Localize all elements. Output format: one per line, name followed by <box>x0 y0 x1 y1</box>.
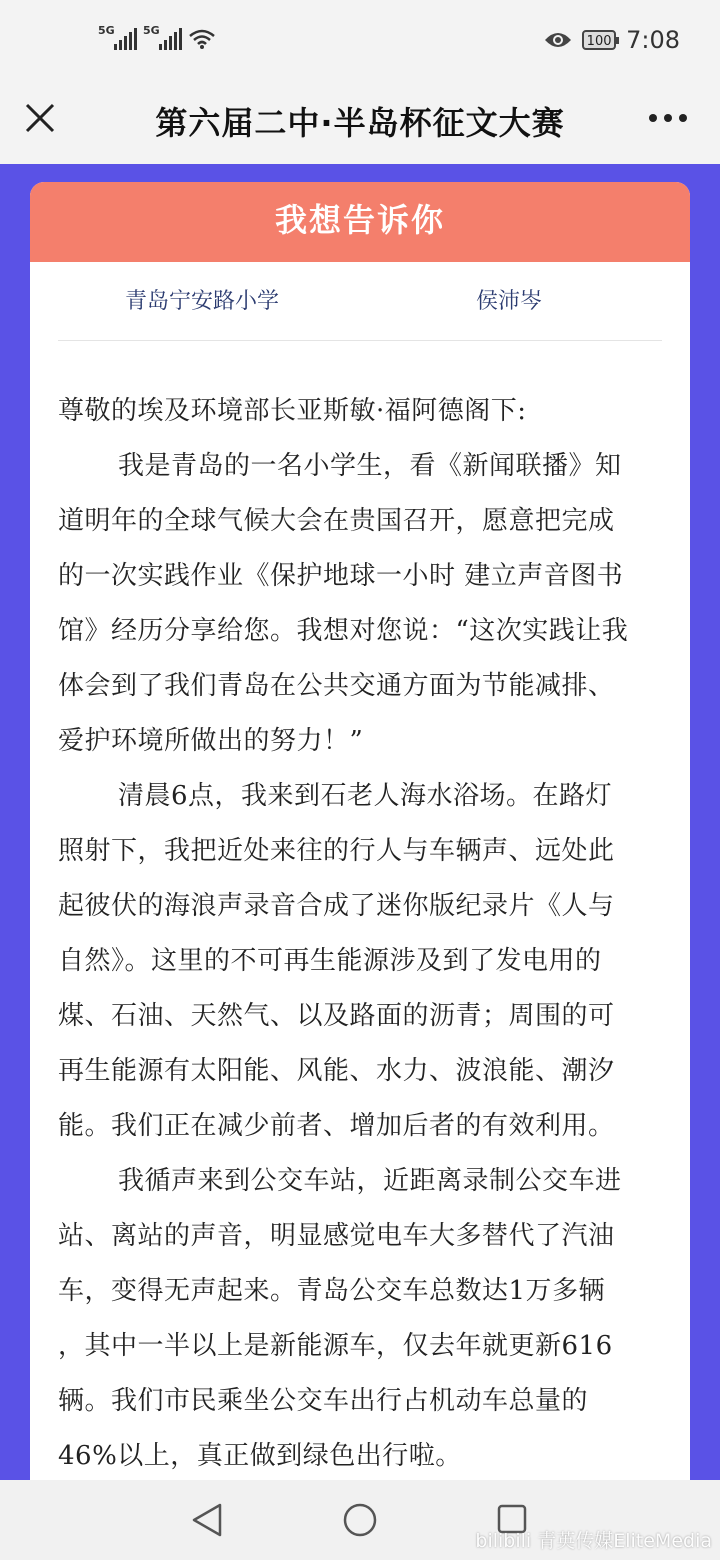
battery-indicator: 100 <box>582 30 616 50</box>
article-line: 我是青岛的一名小学生，看《新闻联播》知 <box>118 451 622 481</box>
article-line: 我循声来到公交车站，近距离录制公交车进 <box>118 1166 622 1196</box>
signal-1 <box>98 24 137 50</box>
article-line: 能。我们正在减少前者、增加后者的有效利用。 <box>58 1111 615 1141</box>
status-bar <box>0 0 720 82</box>
article-line: 道明年的全球气候大会在贵国召开，愿意把完成 <box>58 506 615 536</box>
article-line: 体会到了我们青岛在公共交通方面为节能减排、 <box>58 671 615 701</box>
article-body <box>58 384 662 1484</box>
article-line: 起彼伏的海浪声录音合成了迷你版纪录片《人与 <box>58 891 615 921</box>
status-right <box>544 26 680 54</box>
nav-bar <box>0 82 720 164</box>
article-line: ，其中一半以上是新能源车，仅去年就更新616 <box>58 1331 613 1361</box>
card-title: 我想告诉你 <box>30 182 690 262</box>
school-name: 青岛宁安路小学 <box>125 289 280 314</box>
more-dots-icon[interactable] <box>646 106 690 130</box>
article-line: 自然》。这里的不可再生能源涉及到了发电用的 <box>58 946 602 976</box>
author-name: 侯沛岑 <box>476 289 543 314</box>
divider <box>58 340 662 341</box>
page-title: 第六届二中·半岛杯征文大赛 <box>155 104 565 142</box>
clock: 7:08 <box>626 26 680 54</box>
article-line: 清晨6点，我来到石老人海水浴场。在路灯 <box>118 781 613 811</box>
article-line: 尊敬的埃及环境部长亚斯敏·福阿德阁下: <box>58 396 527 426</box>
article-line: 辆。我们市民乘坐公交车出行占机动车总量的 <box>58 1386 589 1416</box>
signal-2 <box>143 24 182 50</box>
article-line: 车，变得无声起来。青岛公交车总数达1万多辆 <box>58 1276 606 1306</box>
signal-1-label: 5G <box>98 24 115 37</box>
eye-icon <box>544 30 572 50</box>
article-line: 46%以上，真正做到绿色出行啦。 <box>58 1441 462 1471</box>
signal-bars-icon <box>114 28 137 50</box>
article-line: 照射下，我把近处来往的行人与车辆声、远处此 <box>58 836 615 866</box>
status-left <box>98 24 216 50</box>
article-line: 爱护环境所做出的努力！” <box>58 726 364 756</box>
article-line: 煤、石油、天然气、以及路面的沥青；周围的可 <box>58 1001 615 1031</box>
signal-2-label: 5G <box>143 24 160 37</box>
home-circle-icon[interactable] <box>342 1502 378 1538</box>
article-line: 馆》经历分享给您。我想对您说：“这次实践让我 <box>58 616 629 646</box>
watermark: bilibili 青英传媒EliteMedia <box>475 1530 712 1552</box>
article-line: 站、离站的声音，明显感觉电车大多替代了汽油 <box>58 1221 615 1251</box>
back-triangle-icon[interactable] <box>190 1502 224 1538</box>
system-nav-bar <box>0 1480 720 1560</box>
wifi-icon <box>188 28 216 50</box>
signal-bars-icon <box>159 28 182 50</box>
article-meta <box>30 262 690 340</box>
article-line: 再生能源有太阳能、风能、水力、波浪能、潮汐 <box>58 1056 615 1086</box>
article-line: 的一次实践作业《保护地球一小时 建立声音图书 <box>58 561 624 591</box>
